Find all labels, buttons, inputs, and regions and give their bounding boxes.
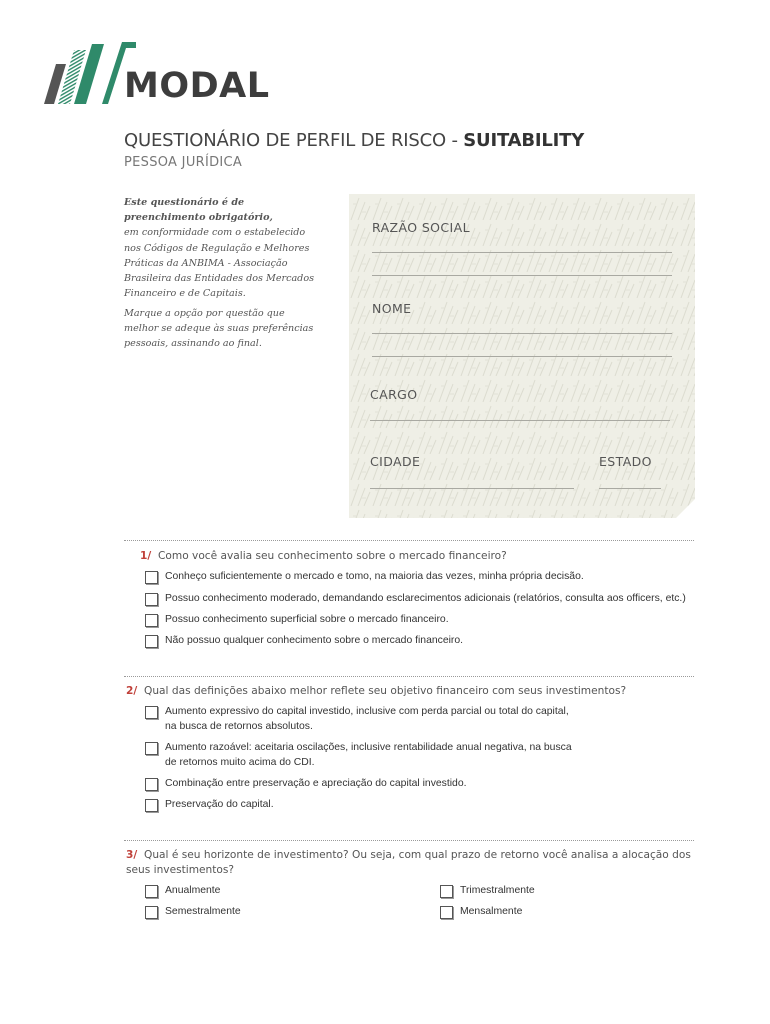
question-text: Qual das definições abaixo melhor reflete seu objetivo financeiro com seus investimentos? xyxy=(144,685,627,697)
instruction-line: Marque a opção por questão que xyxy=(124,308,285,319)
question-text-continued: seus investimentos? xyxy=(126,864,235,876)
page-subtitle: PESSOA JURÍDICA xyxy=(124,155,243,170)
question-text: Como você avalia seu conhecimento sobre o mercado financeiro? xyxy=(158,550,507,562)
option-label: Conheço suficientemente o mercado e tomo, na maioria das vezes, minha própria decisão. xyxy=(165,571,584,582)
option-label: Preservação do capital. xyxy=(165,799,274,810)
checkbox[interactable] xyxy=(145,778,158,791)
intro-line: Brasileira das Entidades dos Mercados xyxy=(124,273,315,285)
razao-social-line-1[interactable] xyxy=(372,252,672,253)
intro-line: nos Códigos de Regulação e Melhores xyxy=(124,242,310,254)
question-3 xyxy=(126,848,706,878)
q3-option-mensalmente[interactable] xyxy=(440,905,522,920)
razao-social-label: RAZÃO SOCIAL xyxy=(372,220,470,235)
intro-line: Práticas da ANBIMA - Associação xyxy=(124,257,288,269)
question-2 xyxy=(126,684,706,699)
checkbox[interactable] xyxy=(440,906,453,919)
razao-social-line-2[interactable] xyxy=(372,275,672,276)
question-text: Qual é seu horizonte de investimento? Ou seja, com qual prazo de retorno você analisa a alocação dos xyxy=(144,849,691,861)
option-label: Anualmente xyxy=(165,885,221,896)
q1-option-2[interactable] xyxy=(145,592,686,607)
checkbox[interactable] xyxy=(145,614,158,627)
checkbox[interactable] xyxy=(145,885,158,898)
checkbox[interactable] xyxy=(145,906,158,919)
estado-label: ESTADO xyxy=(599,454,652,469)
q2-option-2[interactable] xyxy=(145,741,572,770)
cargo-label: CARGO xyxy=(370,387,418,402)
cidade-line[interactable] xyxy=(370,488,574,489)
option-label: Trimestralmente xyxy=(460,885,535,896)
nome-label: NOME xyxy=(372,301,412,316)
cidade-label: CIDADE xyxy=(370,454,421,469)
intro-line: Financeiro e de Capitais. xyxy=(124,288,246,300)
q2-option-1[interactable] xyxy=(145,705,569,734)
checkbox[interactable] xyxy=(145,635,158,648)
option-label: Combinação entre preservação e apreciação do capital investido. xyxy=(165,778,467,789)
option-label: Não possuo qualquer conhecimento sobre o mercado financeiro. xyxy=(165,635,464,646)
q2-option-4[interactable] xyxy=(145,798,274,813)
intro-text xyxy=(124,195,334,301)
q1-option-4[interactable] xyxy=(145,634,463,649)
section-divider xyxy=(124,540,694,541)
q3-option-semestralmente[interactable] xyxy=(145,905,241,920)
question-1 xyxy=(140,549,720,564)
checkbox[interactable] xyxy=(145,742,158,755)
checkbox[interactable] xyxy=(145,593,158,606)
question-number: 3/ xyxy=(126,849,138,861)
modal-logo-mark xyxy=(44,42,136,104)
intro-bold-line: preenchimento obrigatório, xyxy=(124,212,273,224)
question-number: 2/ xyxy=(126,685,138,697)
intro-line: em conformidade com o estabelecido xyxy=(124,227,306,239)
cargo-line[interactable] xyxy=(370,420,670,421)
page-title: QUESTIONÁRIO DE PERFIL DE RISCO - SUITABILITY xyxy=(124,130,585,151)
checkbox[interactable] xyxy=(145,706,158,719)
brand-name: MODAL xyxy=(124,66,270,106)
option-label: Mensalmente xyxy=(460,906,523,917)
question-number: 1/ xyxy=(140,550,152,562)
instruction-line: pessoais, assinando ao final. xyxy=(124,338,262,350)
intro-bold-line: Este questionário é de xyxy=(124,197,245,208)
checkbox[interactable] xyxy=(145,571,158,584)
checkbox[interactable] xyxy=(145,799,158,812)
q2-option-3[interactable] xyxy=(145,777,467,792)
option-label: Possuo conhecimento moderado, demandando esclarecimentos adicionais (relatórios, consulta aos officers, etc.) xyxy=(165,593,686,604)
q1-option-3[interactable] xyxy=(145,613,449,628)
q1-option-1[interactable] xyxy=(145,570,584,585)
option-label: Aumento expressivo do capital investido, inclusive com perda parcial ou total do capital, na busca de retornos absolutos. xyxy=(165,706,569,732)
checkbox[interactable] xyxy=(440,885,453,898)
q3-option-anualmente[interactable] xyxy=(145,884,220,899)
option-label: Aumento razoável: aceitaria oscilações, inclusive rentabilidade anual negativa, na busca de retornos muito acima do CDI. xyxy=(165,742,572,768)
q3-option-trimestralmente[interactable] xyxy=(440,884,535,899)
nome-line-1[interactable] xyxy=(372,333,672,334)
instruction-text xyxy=(124,306,334,352)
option-label: Possuo conhecimento superficial sobre o mercado financeiro. xyxy=(165,614,449,625)
estado-line[interactable] xyxy=(599,488,661,489)
section-divider xyxy=(124,840,694,841)
identification-form xyxy=(349,194,695,518)
instruction-line: melhor se adeque às suas preferências xyxy=(124,323,314,335)
nome-line-2[interactable] xyxy=(372,356,672,357)
section-divider xyxy=(124,676,694,677)
option-label: Semestralmente xyxy=(165,906,241,917)
